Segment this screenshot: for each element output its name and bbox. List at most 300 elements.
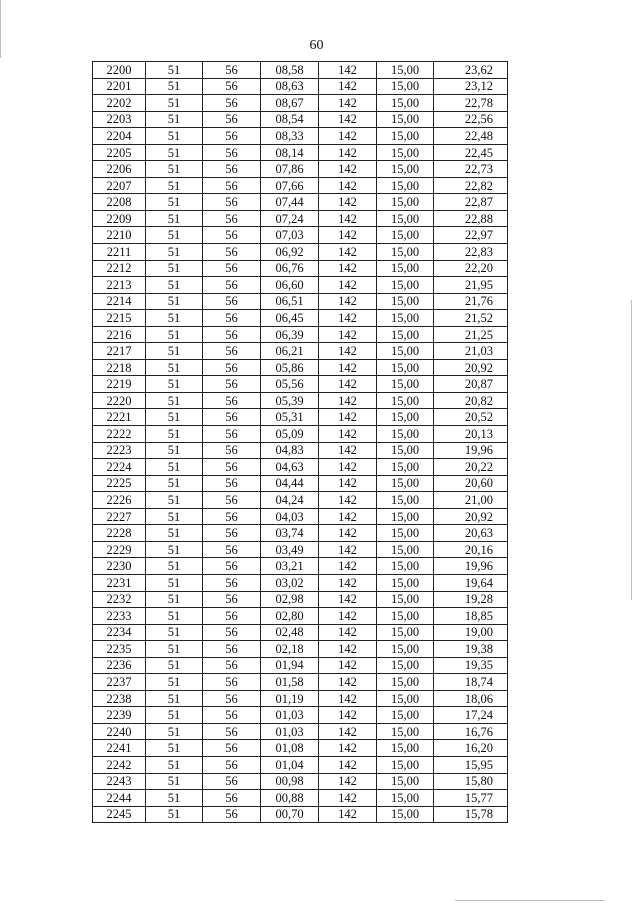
table-cell: 05,56 <box>261 376 319 393</box>
table-cell: 142 <box>319 144 377 161</box>
table-cell: 56 <box>203 574 261 591</box>
table-cell: 56 <box>203 359 261 376</box>
table-row <box>93 591 508 608</box>
table-row <box>93 111 508 128</box>
table-cell: 56 <box>203 177 261 194</box>
table-cell: 18,06 <box>434 690 508 707</box>
table-cell: 15,00 <box>377 95 434 112</box>
table-cell: 2245 <box>93 806 146 823</box>
table-cell: 15,00 <box>377 277 434 294</box>
table-row <box>93 442 508 459</box>
table-cell: 20,82 <box>434 392 508 409</box>
table-cell: 142 <box>319 62 377 79</box>
table-cell: 04,03 <box>261 508 319 525</box>
table-cell: 15,00 <box>377 641 434 658</box>
table-row <box>93 78 508 95</box>
table-cell: 15,00 <box>377 442 434 459</box>
table-cell: 06,76 <box>261 260 319 277</box>
scan-mark-left <box>0 0 1 58</box>
table-cell: 15,00 <box>377 790 434 807</box>
table-cell: 142 <box>319 459 377 476</box>
table-cell: 15,00 <box>377 343 434 360</box>
table-cell: 2231 <box>93 574 146 591</box>
table-cell: 51 <box>146 392 203 409</box>
table-cell: 01,19 <box>261 690 319 707</box>
table-cell: 2212 <box>93 260 146 277</box>
table-row <box>93 740 508 757</box>
table-cell: 22,88 <box>434 210 508 227</box>
table-cell: 20,52 <box>434 409 508 426</box>
table-cell: 142 <box>319 475 377 492</box>
table-cell: 22,83 <box>434 244 508 261</box>
table-cell: 17,24 <box>434 707 508 724</box>
table-cell: 2235 <box>93 641 146 658</box>
table-cell: 56 <box>203 128 261 145</box>
table-row <box>93 128 508 145</box>
table-cell: 22,48 <box>434 128 508 145</box>
table-cell: 51 <box>146 244 203 261</box>
table-cell: 15,00 <box>377 459 434 476</box>
table-cell: 51 <box>146 541 203 558</box>
table-cell: 51 <box>146 161 203 178</box>
table-cell: 2242 <box>93 756 146 773</box>
table-cell: 15,78 <box>434 806 508 823</box>
table-cell: 51 <box>146 326 203 343</box>
table-cell: 51 <box>146 657 203 674</box>
table-cell: 56 <box>203 78 261 95</box>
table-cell: 06,51 <box>261 293 319 310</box>
table-cell: 05,09 <box>261 426 319 443</box>
table-cell: 08,63 <box>261 78 319 95</box>
table-cell: 03,02 <box>261 574 319 591</box>
table-cell: 15,00 <box>377 144 434 161</box>
table-cell: 51 <box>146 574 203 591</box>
table-row <box>93 541 508 558</box>
table-cell: 51 <box>146 723 203 740</box>
table-row <box>93 310 508 327</box>
table-row <box>93 293 508 310</box>
table-cell: 21,52 <box>434 310 508 327</box>
table-cell: 51 <box>146 95 203 112</box>
table-cell: 2236 <box>93 657 146 674</box>
table-row <box>93 343 508 360</box>
table-cell: 2217 <box>93 343 146 360</box>
table-cell: 51 <box>146 624 203 641</box>
table-cell: 2230 <box>93 558 146 575</box>
table-cell: 15,00 <box>377 591 434 608</box>
table-row <box>93 177 508 194</box>
table-cell: 51 <box>146 707 203 724</box>
table-cell: 56 <box>203 95 261 112</box>
table-cell: 56 <box>203 144 261 161</box>
table-cell: 01,58 <box>261 674 319 691</box>
table-cell: 22,56 <box>434 111 508 128</box>
table-row <box>93 62 508 79</box>
table-cell: 21,25 <box>434 326 508 343</box>
table-cell: 56 <box>203 674 261 691</box>
table-cell: 15,00 <box>377 740 434 757</box>
table-cell: 142 <box>319 244 377 261</box>
table-cell: 01,03 <box>261 723 319 740</box>
table-cell: 142 <box>319 525 377 542</box>
table-cell: 56 <box>203 541 261 558</box>
table-cell: 51 <box>146 343 203 360</box>
table-cell: 15,00 <box>377 260 434 277</box>
table-cell: 15,00 <box>377 326 434 343</box>
table-cell: 03,49 <box>261 541 319 558</box>
table-cell: 07,03 <box>261 227 319 244</box>
table-cell: 142 <box>319 326 377 343</box>
table-row <box>93 558 508 575</box>
table-row <box>93 641 508 658</box>
table-cell: 56 <box>203 707 261 724</box>
table-cell: 142 <box>319 508 377 525</box>
table-row <box>93 657 508 674</box>
table-cell: 2240 <box>93 723 146 740</box>
table-cell: 06,60 <box>261 277 319 294</box>
table-cell: 22,82 <box>434 177 508 194</box>
table-cell: 2207 <box>93 177 146 194</box>
table-row <box>93 508 508 525</box>
table-cell: 01,94 <box>261 657 319 674</box>
table-cell: 15,00 <box>377 128 434 145</box>
table-cell: 142 <box>319 740 377 757</box>
table-cell: 08,54 <box>261 111 319 128</box>
table-cell: 56 <box>203 210 261 227</box>
page-number: 60 <box>309 38 324 53</box>
table-cell: 56 <box>203 492 261 509</box>
table-cell: 2227 <box>93 508 146 525</box>
table-cell: 2209 <box>93 210 146 227</box>
table-cell: 2218 <box>93 359 146 376</box>
table-cell: 03,21 <box>261 558 319 575</box>
table-cell: 19,96 <box>434 558 508 575</box>
table-cell: 56 <box>203 591 261 608</box>
table-cell: 142 <box>319 624 377 641</box>
table-cell: 56 <box>203 227 261 244</box>
table-cell: 142 <box>319 426 377 443</box>
table-cell: 2241 <box>93 740 146 757</box>
table-cell: 04,83 <box>261 442 319 459</box>
table-cell: 15,00 <box>377 194 434 211</box>
table-cell: 51 <box>146 128 203 145</box>
table-row <box>93 674 508 691</box>
table-cell: 2201 <box>93 78 146 95</box>
table-cell: 2200 <box>93 62 146 79</box>
table-cell: 15,00 <box>377 574 434 591</box>
table-cell: 56 <box>203 194 261 211</box>
table-cell: 08,14 <box>261 144 319 161</box>
table-cell: 15,00 <box>377 359 434 376</box>
table-row <box>93 359 508 376</box>
table-cell: 142 <box>319 227 377 244</box>
table-row <box>93 525 508 542</box>
table-cell: 15,77 <box>434 790 508 807</box>
table-cell: 18,74 <box>434 674 508 691</box>
table-row <box>93 690 508 707</box>
table-cell: 07,66 <box>261 177 319 194</box>
table-row <box>93 492 508 509</box>
table-cell: 22,87 <box>434 194 508 211</box>
table-cell: 56 <box>203 806 261 823</box>
table-cell: 2224 <box>93 459 146 476</box>
table-cell: 2215 <box>93 310 146 327</box>
table-cell: 15,00 <box>377 508 434 525</box>
table-row <box>93 326 508 343</box>
table-cell: 51 <box>146 426 203 443</box>
table-cell: 15,00 <box>377 78 434 95</box>
table-cell: 2226 <box>93 492 146 509</box>
table-cell: 56 <box>203 376 261 393</box>
table-cell: 15,00 <box>377 756 434 773</box>
table-cell: 142 <box>319 277 377 294</box>
table-cell: 22,20 <box>434 260 508 277</box>
table-cell: 56 <box>203 525 261 542</box>
table-cell: 20,22 <box>434 459 508 476</box>
table-cell: 15,00 <box>377 558 434 575</box>
table-cell: 15,00 <box>377 293 434 310</box>
table-cell: 2243 <box>93 773 146 790</box>
table-cell: 2234 <box>93 624 146 641</box>
table-cell: 51 <box>146 409 203 426</box>
table-row <box>93 277 508 294</box>
table-cell: 02,80 <box>261 608 319 625</box>
table-cell: 56 <box>203 260 261 277</box>
table-cell: 56 <box>203 111 261 128</box>
table-cell: 2203 <box>93 111 146 128</box>
table-cell: 15,00 <box>377 690 434 707</box>
table-cell: 56 <box>203 244 261 261</box>
table-row <box>93 244 508 261</box>
table-cell: 142 <box>319 111 377 128</box>
table-cell: 15,00 <box>377 177 434 194</box>
table-cell: 51 <box>146 773 203 790</box>
table-cell: 2225 <box>93 475 146 492</box>
table-cell: 21,03 <box>434 343 508 360</box>
table-cell: 2229 <box>93 541 146 558</box>
table-cell: 2228 <box>93 525 146 542</box>
table-row <box>93 161 508 178</box>
table-cell: 51 <box>146 608 203 625</box>
table-row <box>93 624 508 641</box>
table-cell: 02,18 <box>261 641 319 658</box>
table-row <box>93 95 508 112</box>
table-cell: 07,44 <box>261 194 319 211</box>
table-cell: 2204 <box>93 128 146 145</box>
table-cell: 142 <box>319 210 377 227</box>
table-row <box>93 409 508 426</box>
table-cell: 56 <box>203 277 261 294</box>
table-cell: 15,00 <box>377 244 434 261</box>
table-cell: 02,98 <box>261 591 319 608</box>
table-cell: 142 <box>319 790 377 807</box>
table-cell: 56 <box>203 723 261 740</box>
data-table <box>92 61 508 823</box>
table-row <box>93 806 508 823</box>
table-cell: 56 <box>203 409 261 426</box>
table-cell: 142 <box>319 674 377 691</box>
table-cell: 08,67 <box>261 95 319 112</box>
table-cell: 51 <box>146 227 203 244</box>
table-cell: 142 <box>319 78 377 95</box>
table-cell: 2237 <box>93 674 146 691</box>
table-cell: 142 <box>319 608 377 625</box>
table-cell: 56 <box>203 508 261 525</box>
table-cell: 05,39 <box>261 392 319 409</box>
table-cell: 51 <box>146 293 203 310</box>
table-cell: 20,63 <box>434 525 508 542</box>
table-cell: 07,24 <box>261 210 319 227</box>
table-cell: 08,33 <box>261 128 319 145</box>
table-cell: 142 <box>319 442 377 459</box>
table-cell: 56 <box>203 459 261 476</box>
table-cell: 2222 <box>93 426 146 443</box>
table-cell: 56 <box>203 62 261 79</box>
table-cell: 51 <box>146 558 203 575</box>
table-cell: 2206 <box>93 161 146 178</box>
table-cell: 51 <box>146 144 203 161</box>
table-cell: 142 <box>319 492 377 509</box>
table-row <box>93 260 508 277</box>
table-cell: 2205 <box>93 144 146 161</box>
table-row <box>93 459 508 476</box>
table-cell: 16,20 <box>434 740 508 757</box>
table-cell: 51 <box>146 475 203 492</box>
table-cell: 56 <box>203 442 261 459</box>
table-row <box>93 194 508 211</box>
table-cell: 15,00 <box>377 657 434 674</box>
table-cell: 142 <box>319 343 377 360</box>
table-cell: 51 <box>146 740 203 757</box>
table-cell: 07,86 <box>261 161 319 178</box>
table-cell: 51 <box>146 310 203 327</box>
table-cell: 15,00 <box>377 376 434 393</box>
table-cell: 142 <box>319 177 377 194</box>
table-cell: 20,92 <box>434 359 508 376</box>
table-cell: 19,00 <box>434 624 508 641</box>
table-cell: 18,85 <box>434 608 508 625</box>
table-cell: 04,44 <box>261 475 319 492</box>
table-cell: 142 <box>319 95 377 112</box>
table-cell: 56 <box>203 426 261 443</box>
table-cell: 51 <box>146 674 203 691</box>
table-cell: 15,00 <box>377 773 434 790</box>
table-row <box>93 756 508 773</box>
table-cell: 00,88 <box>261 790 319 807</box>
table-cell: 20,16 <box>434 541 508 558</box>
table-cell: 142 <box>319 128 377 145</box>
table-cell: 142 <box>319 690 377 707</box>
table-cell: 142 <box>319 293 377 310</box>
table-cell: 15,00 <box>377 541 434 558</box>
table-cell: 142 <box>319 376 377 393</box>
table-cell: 15,00 <box>377 608 434 625</box>
table-cell: 51 <box>146 177 203 194</box>
table-cell: 01,04 <box>261 756 319 773</box>
table-cell: 142 <box>319 194 377 211</box>
table-cell: 56 <box>203 293 261 310</box>
table-row <box>93 608 508 625</box>
table-cell: 2232 <box>93 591 146 608</box>
table-cell: 22,45 <box>434 144 508 161</box>
table-cell: 142 <box>319 359 377 376</box>
table-cell: 51 <box>146 111 203 128</box>
scan-mark-right <box>631 300 632 600</box>
table-cell: 56 <box>203 790 261 807</box>
table-cell: 142 <box>319 707 377 724</box>
table-cell: 15,00 <box>377 210 434 227</box>
table-cell: 23,62 <box>434 62 508 79</box>
table-cell: 15,00 <box>377 426 434 443</box>
table-cell: 2239 <box>93 707 146 724</box>
table-cell: 2220 <box>93 392 146 409</box>
table-cell: 19,35 <box>434 657 508 674</box>
table-cell: 51 <box>146 210 203 227</box>
table-cell: 56 <box>203 475 261 492</box>
table-cell: 02,48 <box>261 624 319 641</box>
table-cell: 56 <box>203 392 261 409</box>
table-cell: 19,96 <box>434 442 508 459</box>
table-cell: 21,76 <box>434 293 508 310</box>
table-cell: 15,00 <box>377 409 434 426</box>
table-row <box>93 475 508 492</box>
table-cell: 56 <box>203 740 261 757</box>
table-cell: 56 <box>203 161 261 178</box>
table-cell: 142 <box>319 806 377 823</box>
table-cell: 19,38 <box>434 641 508 658</box>
table-row <box>93 773 508 790</box>
table-cell: 142 <box>319 657 377 674</box>
table-cell: 56 <box>203 690 261 707</box>
table-cell: 08,58 <box>261 62 319 79</box>
table-cell: 03,74 <box>261 525 319 542</box>
table-cell: 15,00 <box>377 227 434 244</box>
table-cell: 51 <box>146 78 203 95</box>
table-cell: 15,00 <box>377 62 434 79</box>
table-cell: 15,00 <box>377 392 434 409</box>
table-cell: 142 <box>319 310 377 327</box>
table-cell: 56 <box>203 773 261 790</box>
table-row <box>93 574 508 591</box>
table-cell: 15,00 <box>377 525 434 542</box>
table-cell: 04,63 <box>261 459 319 476</box>
table-cell: 22,97 <box>434 227 508 244</box>
table-cell: 15,00 <box>377 475 434 492</box>
table-cell: 05,31 <box>261 409 319 426</box>
table-row <box>93 426 508 443</box>
table-cell: 51 <box>146 641 203 658</box>
table-cell: 2244 <box>93 790 146 807</box>
table-cell: 51 <box>146 756 203 773</box>
table-cell: 56 <box>203 608 261 625</box>
table-cell: 56 <box>203 641 261 658</box>
table-cell: 2213 <box>93 277 146 294</box>
table-row <box>93 707 508 724</box>
table-row <box>93 723 508 740</box>
table-cell: 21,00 <box>434 492 508 509</box>
table-cell: 2223 <box>93 442 146 459</box>
table-cell: 2210 <box>93 227 146 244</box>
table-row <box>93 790 508 807</box>
table-cell: 2238 <box>93 690 146 707</box>
table-cell: 15,00 <box>377 161 434 178</box>
table-cell: 51 <box>146 260 203 277</box>
table-cell: 142 <box>319 392 377 409</box>
table-cell: 51 <box>146 525 203 542</box>
table-cell: 15,80 <box>434 773 508 790</box>
table-cell: 142 <box>319 723 377 740</box>
table-cell: 2211 <box>93 244 146 261</box>
